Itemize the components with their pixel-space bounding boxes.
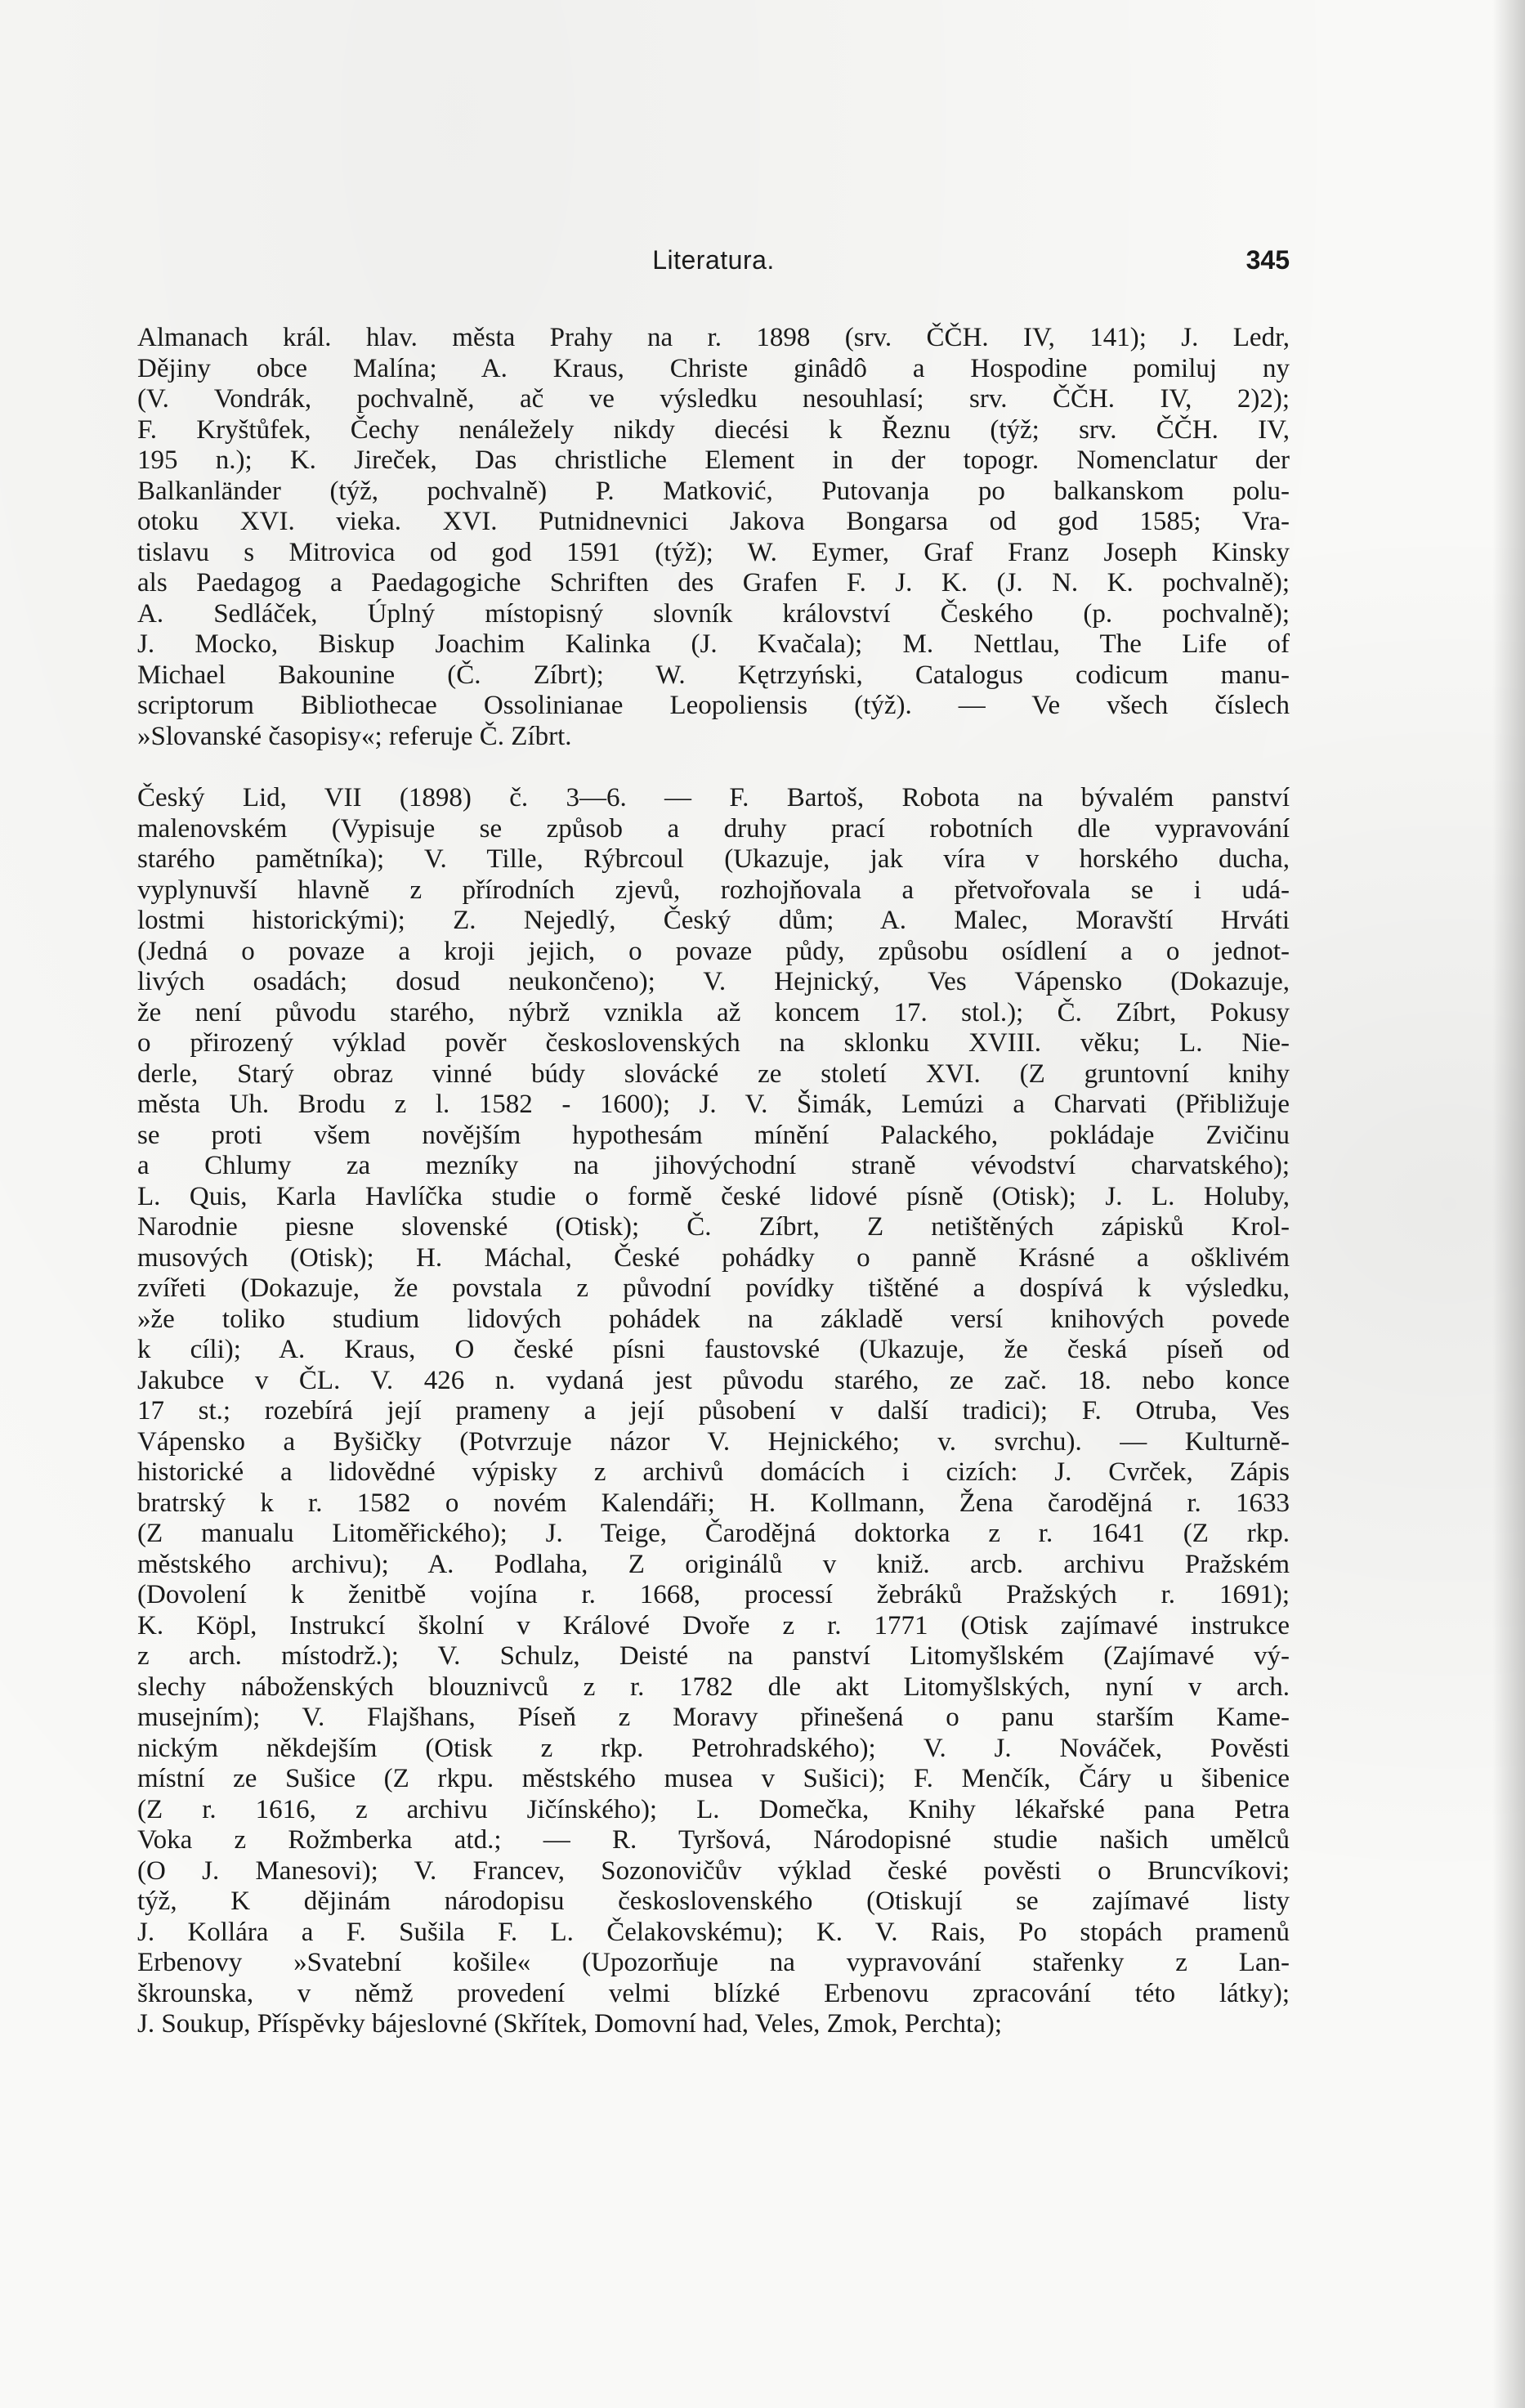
text-line: místní ze Sušice (Z rkpu. městského musea v Sušici); F. Menčík, Čáry u šibenice: [137, 1764, 1290, 1793]
text-line: města Uh. Brodu z l. 1582 - 1600); J. V. Šimák, Lemúzi a Charvati (Přibližuje: [137, 1090, 1290, 1119]
text-line: K. Köpl, Instrukcí školní v Králové Dvoře z r. 1771 (Otisk zajímavé instrukce: [137, 1610, 1290, 1640]
text-line: J. Soukup, Příspěvky bájeslovné (Skřítek, Domovní had, Veles, Zmok, Perchta);: [137, 2009, 1003, 2039]
text-line: (V. Vondrák, pochvalně, ač ve výsledku nesouhlasí; srv. ČČH. IV, 2)2);: [137, 384, 1290, 414]
text-line: městského archivu); A. Podlaha, Z originálů v kniž. arcb. archivu Pražském: [137, 1549, 1290, 1579]
text-line: zvířeti (Dokazuje, že povstala z původní povídky tištěné a dospívá k výsledku,: [137, 1273, 1290, 1303]
text-line: k cíli); A. Kraus, O české písni faustovské (Ukazuje, že česká píseň od: [137, 1335, 1290, 1364]
page-header: [137, 245, 1290, 286]
text-line: 17 st.; rozebírá její prameny a její působení v další tradici); F. Otruba, Ves: [137, 1396, 1290, 1426]
text-line: o přirozený výklad pověr československých na sklonku XVIII. věku; L. Nie-: [137, 1028, 1290, 1058]
text-line: (Z manualu Litoměřického); J. Teige, Čarodějná doktorka z r. 1641 (Z rkp.: [137, 1519, 1290, 1548]
text-line: nickým někdejším (Otisk z rkp. Petrohradského); V. J. Nováček, Pověsti: [137, 1733, 1290, 1763]
text-line: Erbenovy »Svatební košile« (Upozorňuje na vypravování stařenky z Lan-: [137, 1948, 1290, 1977]
text-line: týž, K dějinám národopisu československého (Otiskují se zajímavé listy: [137, 1887, 1290, 1916]
text-line: otoku XVI. vieka. XVI. Putnidnevnici Jakova Bongarsa od god 1585; Vra-: [137, 507, 1290, 536]
text-line: (Dovolení k ženitbě vojína r. 1668, processí žebráků Pražských r. 1691);: [137, 1580, 1290, 1609]
text-line: a Chlumy za mezníky na jihovýchodní straně vévodství charvatského);: [137, 1151, 1290, 1180]
text-line: L. Quis, Karla Havlíčka studie o formě české lidové písně (Otisk); J. L. Holuby,: [137, 1181, 1290, 1211]
page-number: 345: [1245, 245, 1290, 275]
text-line: Michael Bakounine (Č. Zíbrt); W. Kętrzyński, Catalogus codicum manu-: [137, 660, 1290, 690]
text-line: musových (Otisk); H. Máchal, České pohádky o panně Krásné a ošklivém: [137, 1242, 1290, 1273]
text-line: derle, Starý obraz vinné búdy slovácké ze století XVI. (Z gruntovní knihy: [137, 1059, 1290, 1089]
running-title: Literatura.: [652, 245, 775, 275]
paragraph-almanach: [137, 323, 1290, 752]
text-line: (Z r. 1616, z archivu Jičínského); L. Domečka, Knihy lékařské pana Petra: [137, 1794, 1290, 1824]
text-line: škrounska, v němž provedení velmi blízké Erbenovu zpracování této látky);: [137, 1978, 1290, 2008]
text-line: J. Kollára a F. Sušila F. L. Čelakovskému); K. V. Rais, Po stopách pramenů: [137, 1917, 1290, 1947]
text-line: scriptorum Bibliothecae Ossolinianae Leopoliensis (týž). — Ve všech číslech: [137, 691, 1290, 720]
text-line: »Slovanské časopisy«; referuje Č. Zíbrt.: [137, 721, 572, 751]
text-line: se proti všem novějším hypothesám mínění Palackého, pokládaje Zvičinu: [137, 1120, 1290, 1150]
text-line: 195 n.); K. Jireček, Das christliche Element in der topogr. Nomenclatur der: [137, 445, 1290, 475]
text-line: (O J. Manesovi); V. Francev, Sozonovičův výklad české pověsti o Bruncvíkovi;: [137, 1855, 1290, 1886]
text-line: J. Mocko, Biskup Joachim Kalinka (J. Kvačala); M. Nettlau, The Life of: [137, 629, 1290, 659]
text-line: Almanach král. hlav. města Prahy na r. 1898 (srv. ČČH. IV, 141); J. Ledr,: [137, 323, 1290, 352]
body-text: [137, 323, 1290, 2040]
text-line: Voka z Rožmberka atd.; — R. Tyršová, Národopisné studie našich umělců: [137, 1825, 1290, 1855]
text-line: bratrský k r. 1582 o novém Kalendáři; H. Kollmann, Žena čarodějná r. 1633: [137, 1488, 1290, 1518]
text-line: musejním); V. Flajšhans, Píseň z Moravy přinešená o panu starším Kame-: [137, 1703, 1290, 1732]
text-line: Jakubce v ČL. V. 426 n. vydaná jest původu starého, ze zač. 18. nebo konce: [137, 1365, 1290, 1395]
text-line: vyplynuvší hlavně z přírodních zjevů, rozhojňovala a přetvořovala se i udá-: [137, 875, 1290, 905]
text-line: Český Lid, VII (1898) č. 3—6. — F. Bartoš, Robota na bývalém panství: [137, 783, 1290, 812]
text-line: Dějiny obce Malína; A. Kraus, Christe ginâdô a Hospodine pomiluj ny: [137, 353, 1290, 383]
text-line: (Jedná o povaze a kroji jejich, o povaze půdy, způsobu osídlení a o jednot-: [137, 936, 1290, 966]
text-line: tislavu s Mitrovica od god 1591 (týž); W. Eymer, Graf Franz Joseph Kinsky: [137, 537, 1290, 567]
text-line: malenovském (Vypisuje se způsob a druhy prací robotních dle vypravování: [137, 813, 1290, 844]
text-line: z arch. místodrž.); V. Schulz, Deisté na panství Litomyšlském (Zajímavé vý-: [137, 1641, 1290, 1671]
paragraph-cesky-lid: [137, 783, 1290, 2040]
text-line: F. Kryštůfek, Čechy nenáležely nikdy diecési k Řeznu (týž; srv. ČČH. IV,: [137, 414, 1290, 445]
text-line: slechy náboženských blouznivců z r. 1782 dle akt Litomyšlských, nyní v arch.: [137, 1672, 1290, 1702]
text-line: »že toliko studium lidových pohádek na základě versí knihových povede: [137, 1304, 1290, 1334]
text-line: A. Sedláček, Úplný místopisný slovník království Českého (p. pochvalně);: [137, 598, 1290, 629]
text-line: Balkanländer (týž, pochvalně) P. Matković, Putovanja po balkanskom polu-: [137, 476, 1290, 506]
page-edge-shadow: [1492, 0, 1525, 2408]
text-line: livých osadách; dosud neukončeno); V. Hejnický, Ves Vápensko (Dokazuje,: [137, 967, 1290, 996]
text-line: lostmi historickými); Z. Nejedlý, Český dům; A. Malec, Moravští Hrváti: [137, 906, 1290, 935]
text-line: als Paedagog a Paedagogiche Schriften des Grafen F. J. K. (J. N. K. pochvalně);: [137, 568, 1290, 598]
text-line: historické a lidovědné výpisky z archivů domácích i cizích: J. Cvrček, Zápis: [137, 1457, 1290, 1487]
text-line: starého pamětníka); V. Tille, Rýbrcoul (Ukazuje, jak víra v horského ducha,: [137, 844, 1290, 874]
text-line: Vápensko a Byšičky (Potvrzuje názor V. Hejnického; v. svrchu). — Kulturně-: [137, 1426, 1290, 1457]
text-line: Narodnie piesne slovenské (Otisk); Č. Zíbrt, Z netištěných zápisků Krol-: [137, 1212, 1290, 1242]
text-line: že není původu starého, nýbrž vznikla až koncem 17. stol.); Č. Zíbrt, Pokusy: [137, 997, 1290, 1027]
